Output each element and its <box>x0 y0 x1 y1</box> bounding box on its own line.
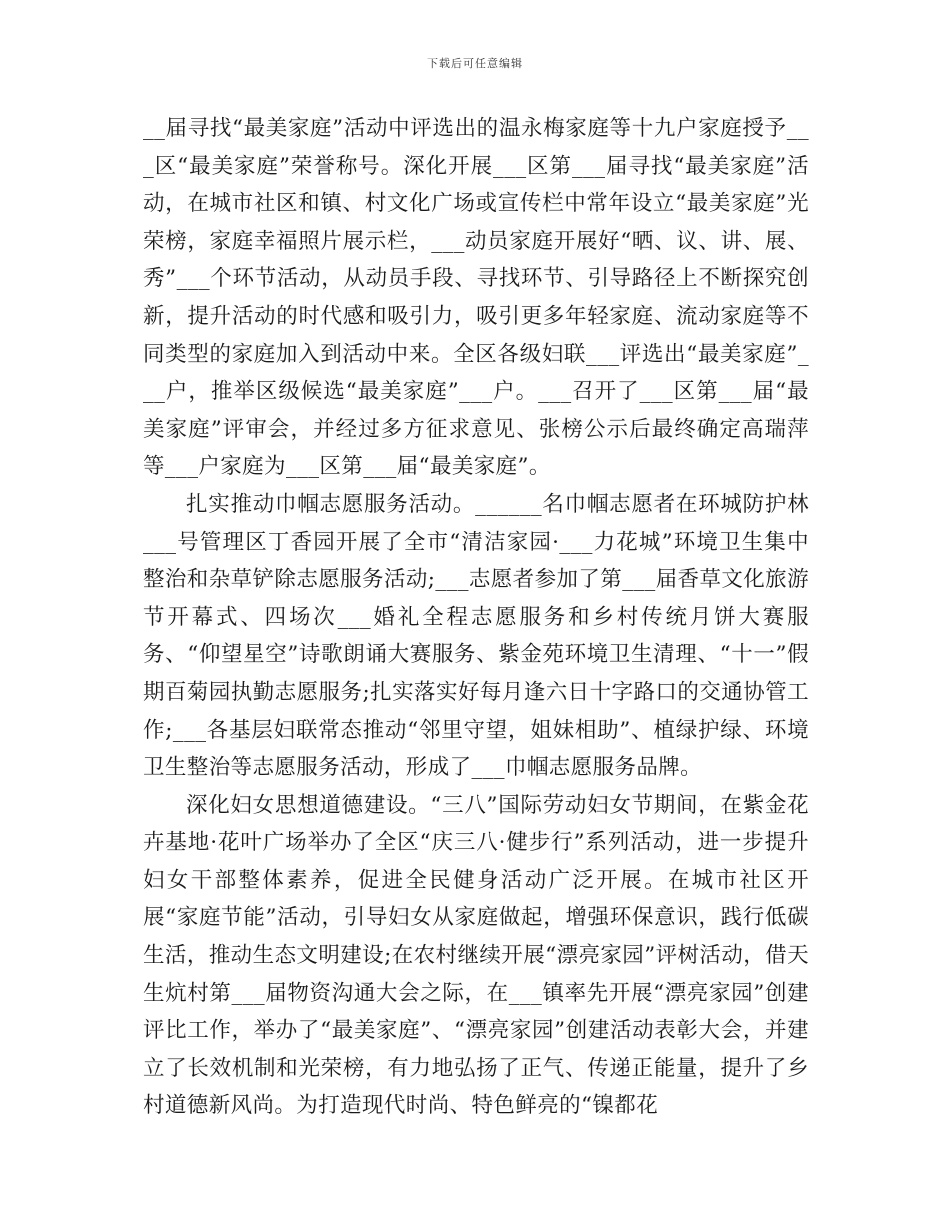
paragraph-most-beautiful-family: __届寻找“最美家庭”活动中评选出的温永梅家庭等十九户家庭授予___区“最美家庭”荣誉称号。深化开展___区第___届寻找“最美家庭”活动，在城市社区和镇、村文化广场或宣传栏中常年设立“最美家庭”光荣榜，家庭幸福照片展示栏，___动员家庭开展好“晒、议、讲、展、秀”___个环节活动，从动员手段、寻找环节、引导路径上不断探究创新，提升活动的时代感和吸引力，吸引更多年轻家庭、流动家庭等不同类型的家庭加入到活动中来。全区各级妇联___评选出“最美家庭”___户，推举区级候选“最美家庭”___户。___召开了___区第___届“最美家庭”评审会，并经过多方征求意见、张榜公示后最终确定高瑞萍等___户家庭为___区第___届“最美家庭”。 <box>143 116 809 480</box>
document-body <box>143 110 809 1125</box>
page-header-note: 下载后可任意编辑 <box>427 57 523 70</box>
paragraph-moral-construction: 深化妇女思想道德建设。“三八”国际劳动妇女节期间，在紫金花卉基地·花叶广场举办了全区“庆三八·健步行”系列活动，进一步提升妇女干部整体素养，促进全民健身活动广泛开展。在城市社区开展“家庭节能”活动，引导妇女从家庭做起，增强环保意识，践行低碳生活，推动生态文明建设;在农村继续开展“漂亮家园”评树活动，借天生炕村第___届物资沟通大会之际，在___镇率先开展“漂亮家园”创建评比工作，举办了“最美家庭”、“漂亮家园”创建活动表彰大会，并建立了长效机制和光荣榜，有力地弘扬了正气、传递正能量，提升了乡村道德新风尚。为打造现代时尚、特色鲜亮的“镍都花 <box>143 792 809 1119</box>
paragraph-volunteer-service: 扎实推动巾帼志愿服务活动。______名巾帼志愿者在环城防护林___号管理区丁香园开展了全市“清洁家园·___力花城”环境卫生集中整治和杂草铲除志愿服务活动;___志愿者参加了第___届香草文化旅游节开幕式、四场次___婚礼全程志愿服务和乡村传统月饼大赛服务、“仰望星空”诗歌朗诵大赛服务、紫金苑环境卫生清理、“十一”假期百菊园执勤志愿服务;扎实落实好每月逢六日十字路口的交通协管工作;___各基层妇联常态推动“邻里守望，姐妹相助”、植绿护绿、环境卫生整治等志愿服务活动，形成了___巾帼志愿服务品牌。 <box>143 491 809 781</box>
